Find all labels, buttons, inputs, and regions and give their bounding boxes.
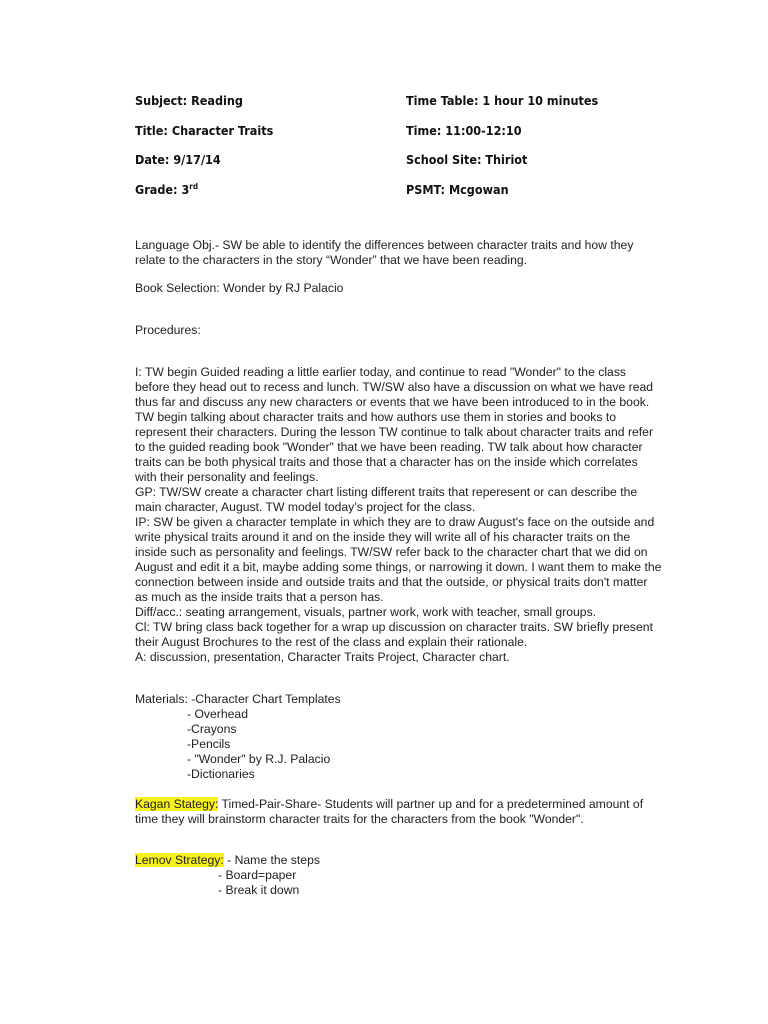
list-item: -Dictionaries (187, 767, 255, 781)
date-field (135, 152, 221, 167)
title-label: Title: (135, 122, 168, 138)
grade-superscript: rd (189, 181, 198, 191)
highlighted-label: Lemov Strategy: (135, 853, 224, 867)
paragraph-line: Language Obj.- SW be able to identify the differences between character traits and how they (135, 238, 634, 252)
paragraph-line: as much as the inside traits that a person has. (135, 590, 384, 604)
paragraph-line: to the guided reading book "Wonder" that we have been reading. TW talk about how character (135, 440, 643, 454)
lesson-header (135, 93, 655, 211)
timetable-field (406, 93, 598, 108)
paragraph-line (135, 797, 660, 812)
paragraph-line: relate to the characters in the story “Wonder” that we have been reading. (135, 253, 528, 267)
header-row (135, 123, 655, 153)
psmt-label: PSMT: (406, 181, 446, 197)
list-item: - Board=paper (218, 868, 297, 882)
subject-label: Subject: (135, 93, 188, 108)
header-row (135, 152, 655, 182)
title-value: Character Traits (171, 122, 274, 138)
paragraph-line: thus far and discuss any new characters or events that we have been introduced to in the book. (135, 395, 650, 409)
procedures-heading (135, 323, 660, 338)
timetable-value: 1 hour 10 minutes (482, 93, 599, 108)
grade-label: Grade: (135, 181, 178, 197)
list-item: -Crayons (187, 722, 237, 736)
psmt-value: Mcgowan (448, 181, 509, 197)
language-objective (135, 238, 660, 268)
list-item: Materials: -Character Chart Templates (135, 692, 341, 706)
subject-value: Reading (191, 93, 243, 108)
paragraph-line: traits can be both physical traits and those that a character has on the inside which correlates (135, 455, 638, 469)
list-item: - Break it down (218, 883, 300, 897)
paragraph-line: main character, August. TW model today’s project for the class. (135, 500, 476, 514)
kagan-strategy (135, 797, 660, 827)
psmt-field (406, 182, 509, 197)
highlighted-label: Kagan Stategy: (135, 797, 219, 811)
header-row (135, 182, 655, 212)
paragraph-line: before they head out to recess and lunch. TW/SW also have a discussion on what we have read (135, 380, 654, 394)
lemov-text: - Name the steps (223, 853, 320, 867)
paragraph-line: IP: SW be given a character template in which they are to draw August's face on the outside and (135, 515, 655, 529)
paragraph-line: write physical traits around it and on the inside they will write all of his character traits on the (135, 530, 631, 544)
paragraph-line: A: discussion, presentation, Character Traits Project, Character chart. (135, 650, 510, 664)
book-selection (135, 281, 660, 296)
school-site-value: Thiriot (485, 152, 528, 167)
paragraph-line: GP: TW/SW create a character chart listing different traits that reperesent or can describe the (135, 485, 638, 499)
paragraph-line (135, 853, 660, 868)
paragraph-line: represent their characters. During the lesson TW continue to talk about character traits and refer (135, 425, 653, 439)
paragraph-line: I: TW begin Guided reading a little earlier today, and continue to read "Wonder" to the class (135, 365, 627, 379)
paragraph-line: time they will brainstorm character traits for the characters from the book "Wonder". (135, 812, 584, 826)
paragraph-line: TW begin talking about character traits and how authors use them in stories and books to (135, 410, 616, 424)
paragraph-line: Cl: TW bring class back together for a wrap up discussion on character traits. SW briefly present (135, 620, 653, 634)
paragraph-line: inside such as personality and feelings. TW/SW refer back to the character chart that we did on (135, 545, 648, 559)
date-value: 9/17/14 (173, 152, 221, 167)
grade-value: 3 (181, 181, 190, 197)
time-value: 11:00-12:10 (445, 122, 522, 138)
school-site-label: School Site: (406, 152, 482, 167)
time-field (406, 123, 522, 138)
timetable-label: Time Table: (406, 93, 479, 108)
paragraph-line: Diff/acc.: seating arrangement, visuals, partner work, work with teacher, small groups. (135, 605, 597, 619)
section-heading: Procedures: (135, 323, 201, 337)
list-item: -Pencils (187, 737, 231, 751)
procedures-body (135, 365, 660, 665)
paragraph-line: connection between inside and outside traits and that the outside, or physical traits don't matter (135, 575, 648, 589)
grade-field (135, 182, 198, 197)
subject-field (135, 93, 243, 108)
list-item: - Overhead (187, 707, 248, 721)
time-label: Time: (406, 122, 442, 138)
date-label: Date: (135, 152, 170, 167)
kagan-text: Timed-Pair-Share- Students will partner up and for a predetermined amount of (218, 797, 644, 811)
list-item: - "Wonder" by R.J. Palacio (187, 752, 331, 766)
paragraph-line: August and edit it a bit, maybe adding some things, or narrowing it down. I want them to make the (135, 560, 662, 574)
paragraph-line: with their personality and feelings. (135, 470, 319, 484)
school-site-field (406, 152, 527, 167)
lemov-strategy (135, 853, 660, 898)
paragraph-line: their August Brochures to the rest of the class and explain their rationale. (135, 635, 528, 649)
materials-list (135, 692, 660, 782)
header-row (135, 93, 655, 123)
book-selection-text: Book Selection: Wonder by RJ Palacio (135, 281, 344, 295)
title-field (135, 123, 273, 138)
